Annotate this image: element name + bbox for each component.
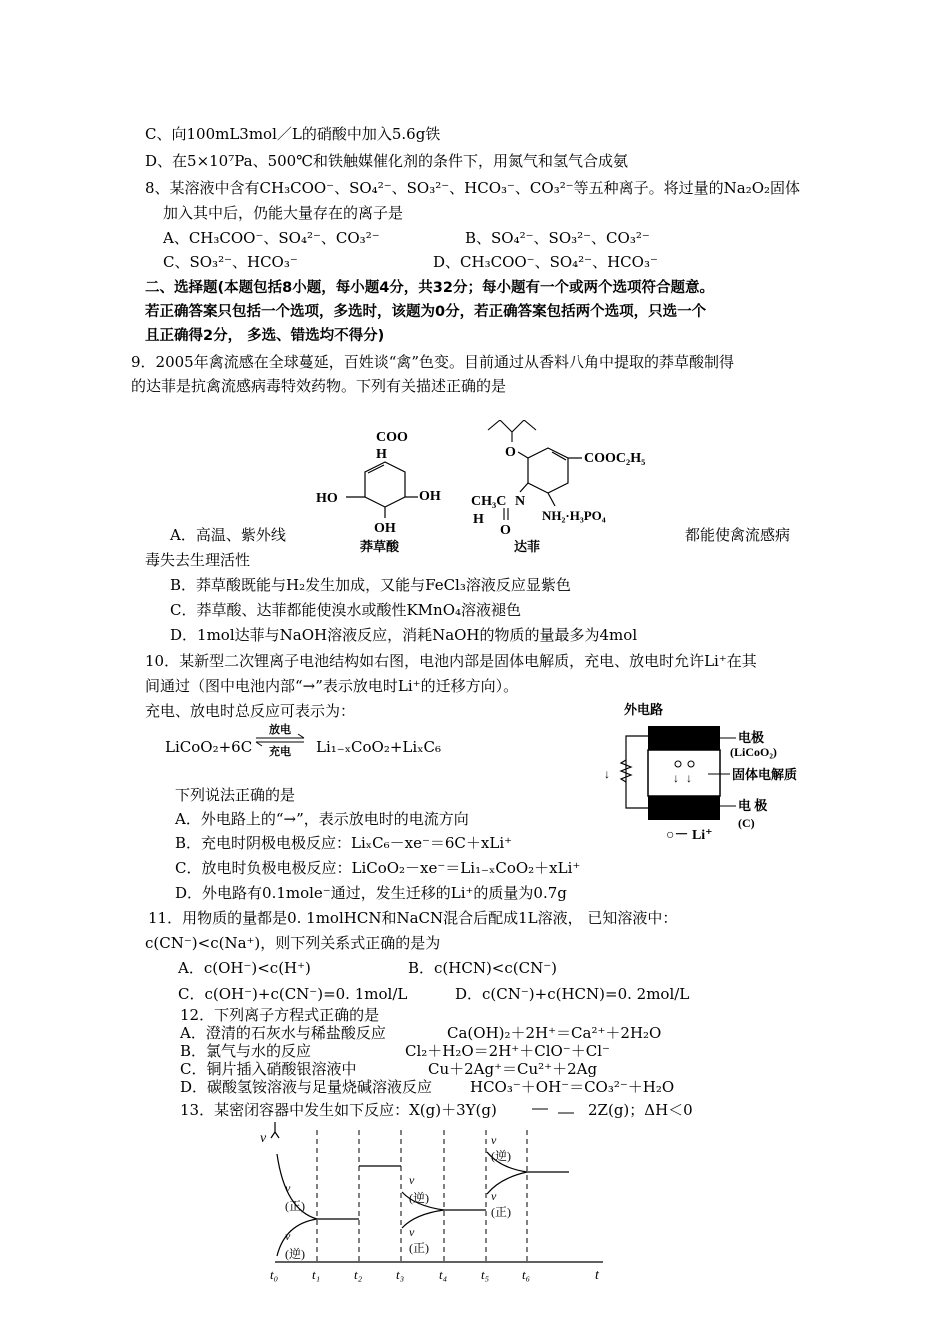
tamiflu-structure xyxy=(471,420,645,554)
label-reverse-2: (逆) xyxy=(409,1191,429,1205)
q10-stem-1: 10．某新型二次锂离子电池结构如右图，电池内部是固体电解质，充电、放电时允许Li⁺在其 xyxy=(145,652,757,670)
tamiflu-salt: NH₂·H₃PO₄ xyxy=(542,508,606,523)
electrode-bottom-label: 电 极 xyxy=(738,798,768,813)
electrode-top-material: (LiCoO₂) xyxy=(730,745,777,759)
battery-diagram xyxy=(598,696,813,846)
label-forward-1: (正) xyxy=(285,1199,305,1213)
q9-option-b: B．莽草酸既能与H₂发生加成，又能与FeCl₃溶液反应显紫色 xyxy=(170,576,571,594)
outer-circuit-label: 外电路 xyxy=(624,702,664,717)
q10-stem-2: 间通过（图中电池内部“→”表示放电时Li⁺的迁移方向）。 xyxy=(145,677,519,695)
shikimic-ho: HO xyxy=(316,491,338,506)
q13-stem-2: 2Z(g)；ΔH＜0 xyxy=(588,1101,693,1119)
q11-option-d: D．c(CN⁻)+c(HCN)=0. 2mol/L xyxy=(455,985,690,1003)
molecule-structures xyxy=(310,420,670,560)
reversible-arrow xyxy=(250,722,310,758)
q8-stem-1: 8、某溶液中含有CH₃COO⁻、SO₄²⁻、SO₃²⁻、HCO₃⁻、CO₃²⁻等五种离子。将过量的Na₂O₂固体 xyxy=(145,179,801,197)
shikimic-oh-right: OH xyxy=(419,489,441,504)
q12-option-a: A．澄清的石灰水与稀盐酸反应 xyxy=(180,1024,386,1042)
tick-t6: t₆ xyxy=(522,1267,531,1282)
section-2-header-2: 若正确答案只包括一个选项，多选时，该题为0分，若正确答案包括两个选项，只选一个 xyxy=(145,304,707,320)
q10-equation-left: LiCoO₂+6C xyxy=(165,738,253,756)
section-2-header-1: 二、选择题(本题包括8小题，每小题4分，共32分；每小题有一个或两个选项符合题意。 xyxy=(145,280,714,296)
svg-text:↓: ↓ xyxy=(604,767,610,781)
shikimic-h: H xyxy=(376,447,387,462)
tamiflu-n: N xyxy=(515,494,526,509)
label-v-forward-3: v xyxy=(491,1189,497,1203)
svg-text:↓: ↓ xyxy=(686,771,692,785)
tamiflu-acyl: CH₃C xyxy=(471,494,507,509)
li-ion-legend: ○－ Li⁺ xyxy=(666,828,713,843)
x-axis-label: t xyxy=(595,1268,599,1283)
q10-option-d: D．外电路有0.1mole⁻通过，发生迁移的Li⁺的质量为0.7g xyxy=(175,884,567,902)
q11-option-a: A．c(OH⁻)<c(H⁺) xyxy=(178,959,311,977)
q11-option-c: C．c(OH⁻)+c(CN⁻)=0. 1mol/L xyxy=(178,985,408,1003)
label-v-reverse-3: v xyxy=(491,1133,497,1147)
q7-option-d: D、在5×10⁷Pa、500℃和铁触媒催化剂的条件下，用氮气和氢气合成氨 xyxy=(145,152,629,170)
q9-option-c: C．莽草酸、达菲都能使溴水或酸性KMnO₄溶液褪色 xyxy=(170,601,522,619)
q10-equation-right: Li₁₋ₓCoO₂+LiₓC₆ xyxy=(316,738,442,756)
tamiflu-carbonyl-o: O xyxy=(500,523,511,538)
velocity-time-graph xyxy=(255,1122,615,1286)
q9-option-a-1: A．高温、紫外线 xyxy=(170,526,286,544)
tamiflu-ether-o: O xyxy=(505,445,516,460)
q13-stem: 13．某密闭容器中发生如下反应：X(g)＋3Y(g) xyxy=(180,1101,497,1119)
label-reverse-1: (逆) xyxy=(285,1247,305,1261)
label-forward-3: (正) xyxy=(491,1205,511,1219)
q12-option-b: B．氯气与水的反应 xyxy=(180,1042,312,1060)
shikimic-oh-bottom: OH xyxy=(374,521,396,536)
q9-option-a-2: 都能使禽流感病 xyxy=(685,526,791,544)
q10-option-b: B．充电时阴极电极反应：LiₓC₆－xe⁻＝6C＋xLi⁺ xyxy=(175,834,513,852)
q11-stem-2: c(CN⁻)<c(Na⁺)，则下列关系式正确的是为 xyxy=(145,934,441,952)
q8-stem-2: 加入其中后，仍能大量存在的离子是 xyxy=(163,204,404,222)
q11-option-b: B．c(HCN)<c(CN⁻) xyxy=(408,959,558,977)
q12-stem: 12．下列离子方程式正确的是 xyxy=(180,1006,380,1024)
shikimic-name: 莽草酸 xyxy=(360,539,400,554)
label-forward-2: (正) xyxy=(409,1241,429,1255)
label-v-reverse-2: v xyxy=(409,1173,415,1187)
q7-option-c: C、向100mL3mol／L的硝酸中加入5.6g铁 xyxy=(145,125,441,143)
q10-prompt: 下列说法正确的是 xyxy=(175,786,296,804)
q8-option-b: B、SO₄²⁻、SO₃²⁻、CO₃²⁻ xyxy=(465,229,650,247)
discharge-label: 放电 xyxy=(269,724,291,736)
tick-t0: t₀ xyxy=(270,1267,279,1282)
y-axis-label: v xyxy=(260,1131,267,1146)
svg-text:↓: ↓ xyxy=(673,771,679,785)
q12-option-d: D．碳酸氢铵溶液与足量烧碱溶液反应 xyxy=(180,1078,433,1096)
tamiflu-name: 达菲 xyxy=(514,539,541,554)
tick-t4: t₄ xyxy=(439,1267,448,1282)
q10-stem-3: 充电、放电时总反应可表示为： xyxy=(145,702,356,720)
label-v-forward-2: v xyxy=(409,1225,415,1239)
section-2-header-3: 且正确得2分， 多选、错选均不得分) xyxy=(145,328,385,344)
q12-option-c-equation: Cu＋2Ag⁺＝Cu²⁺＋2Ag xyxy=(428,1060,598,1078)
q12-option-b-equation: Cl₂＋H₂O＝2H⁺＋ClO⁻＋Cl⁻ xyxy=(405,1042,610,1060)
electrolyte-label: 固体电解质 xyxy=(732,767,798,782)
q9-stem-1: 9．2005年禽流感在全球蔓延，百姓谈“禽”色变。目前通过从香料八角中提取的莽草酸制得 xyxy=(131,353,735,371)
q8-option-c: C、SO₃²⁻、HCO₃⁻ xyxy=(163,253,298,271)
electrode-top-label: 电极 xyxy=(738,730,765,745)
tamiflu-ester: COOC₂H₅ xyxy=(584,451,646,466)
equilibrium-arrow xyxy=(526,1102,586,1120)
q8-option-d: D、CH₃COO⁻、SO₄²⁻、HCO₃⁻ xyxy=(433,253,658,271)
q12-option-a-equation: Ca(OH)₂＋2H⁺＝Ca²⁺＋2H₂O xyxy=(447,1024,662,1042)
q8-option-a: A、CH₃COO⁻、SO₄²⁻、CO₃²⁻ xyxy=(163,229,380,247)
q12-option-c: C．铜片插入硝酸银溶液中 xyxy=(180,1060,357,1078)
electrode-bottom-material: (C) xyxy=(738,816,755,830)
tamiflu-h: H xyxy=(473,512,484,527)
q9-option-a-3: 毒失去生理活性 xyxy=(145,551,251,569)
q11-stem-1: 11．用物质的量都是0. 1molHCN和NaCN混合后配成1L溶液， 已知溶液中： xyxy=(148,909,678,927)
q9-stem-2: 的达菲是抗禽流感病毒特效药物。下列有关描述正确的是 xyxy=(131,377,507,395)
q9-option-d: D．1mol达菲与NaOH溶液反应，消耗NaOH的物质的量最多为4mol xyxy=(170,626,638,644)
tick-t2: t₂ xyxy=(354,1267,363,1282)
charge-label: 充电 xyxy=(269,746,291,758)
q10-option-c: C．放电时负极电极反应：LiCoO₂－xe⁻＝Li₁₋ₓCoO₂＋xLi⁺ xyxy=(175,859,581,877)
label-v-reverse-1: v xyxy=(285,1229,291,1243)
q10-option-a: A．外电路上的“→”，表示放电时的电流方向 xyxy=(175,810,469,828)
tick-t1: t₁ xyxy=(312,1267,321,1282)
shikimic-coo: COO xyxy=(376,430,408,445)
tick-t5: t₅ xyxy=(481,1267,490,1282)
tick-t3: t₃ xyxy=(396,1267,405,1282)
label-v-forward-1: v xyxy=(285,1181,291,1195)
shikimic-acid-structure xyxy=(316,430,441,554)
label-reverse-3: (逆) xyxy=(491,1149,511,1163)
q12-option-d-equation: HCO₃⁻＋OH⁻＝CO₃²⁻＋H₂O xyxy=(470,1078,675,1096)
